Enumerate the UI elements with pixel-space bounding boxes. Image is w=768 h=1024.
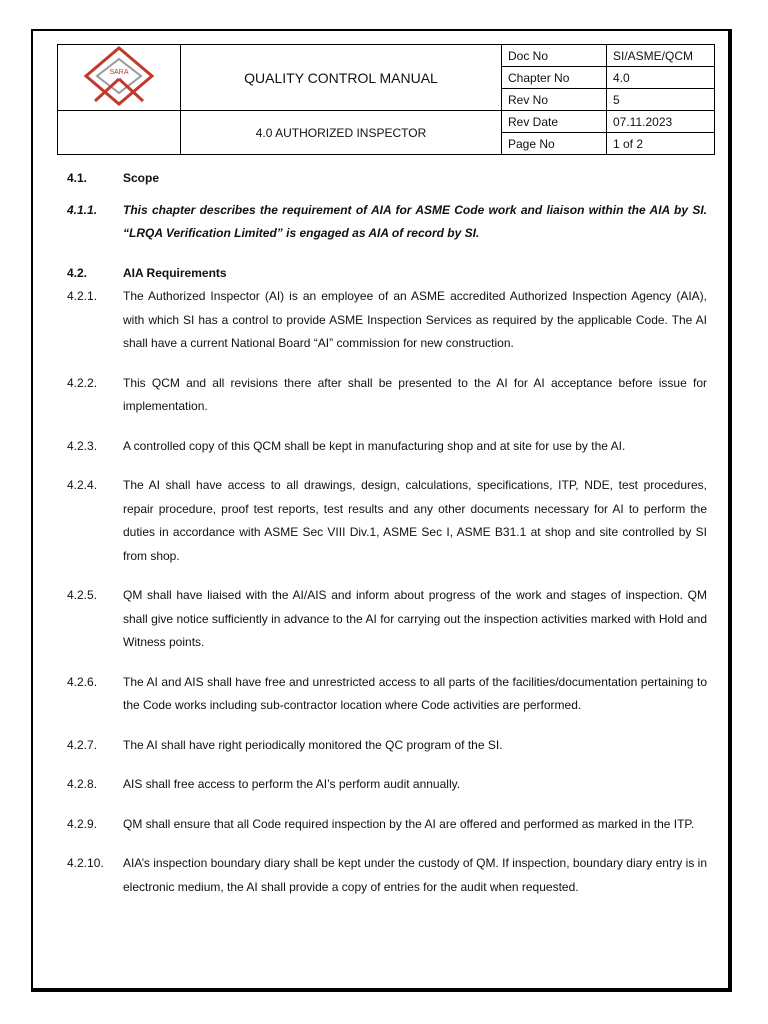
chapter-no-value: 4.0 [607,67,715,89]
chapter-title: 4.0 AUTHORIZED INSPECTOR [255,125,427,140]
clause [67,372,707,419]
page-title: QUALITY CONTROL MANUAL [244,69,438,86]
clause-text: QM shall have liaised with the AI/AIS and inform about progress of the work and stages of inspection. QM shall give notice sufficiently in advance to the AI for carrying out the inspection activities marked with Hold and Witness points. [123,588,707,649]
clause-text: The Authorized Inspector (AI) is an employee of an ASME accredited Authorized Inspection Agency (AIA), with which SI has a control to provide ASME Inspection Services as required by the applicable Code. The AI shall have a current National Board “AI” commission for new construction. [123,289,707,350]
clause-text: AIS shall free access to perform the AI’s perform audit annually. [123,777,461,791]
clause-text: This QCM and all revisions there after shall be presented to the AI for AI acceptance before issue for implementation. [123,375,707,413]
section-number: 4.2. [67,265,88,280]
clause-number: 4.2.1. [67,289,98,303]
clause [67,813,707,837]
logo-cell-lower [58,111,181,155]
clause-text: This chapter describes the requirement of AIA for ASME Code work and liaison within the AIA by SI. “LRQA Verification Limited” is engaged as AIA of record by SI. [123,202,707,240]
company-logo [83,45,155,107]
rev-date-label: Rev Date [502,111,607,133]
section-number: 4.1. [67,171,88,185]
clause [67,474,707,568]
clause-number: 4.2.2. [67,375,98,390]
clause-text: QM shall ensure that all Code required inspection by the AI are offered and performed as marked in the ITP. [123,816,695,831]
clause [67,584,707,655]
clause [67,435,707,459]
doc-no-value: SI/ASME/QCM [607,45,715,67]
section-title: AIA Requirements [123,265,227,280]
clause-number: 4.2.7. [67,737,98,752]
clause-text: A controlled copy of this QCM shall be kept in manufacturing shop and at site for use by the AI. [123,438,626,453]
clause-text: AIA’s inspection boundary diary shall be kept under the custody of QM. If inspection, boundary diary entry is in electronic medium, the AI shall provide a copy of entries for the audit when requested. [123,856,707,894]
clause [67,285,707,356]
clause [67,671,707,718]
title-cell [181,45,502,111]
doc-no-label: Doc No [502,45,607,67]
clause [67,773,707,797]
chapter-no-label: Chapter No [502,67,607,89]
clause-number: 4.2.4. [67,478,98,492]
logo-cell [58,45,181,111]
clause-text: The AI shall have right periodically monitored the QC program of the SI. [123,737,503,752]
clause-text: The AI and AIS shall have free and unrestricted access to all parts of the facilities/documentation pertaining to the Code works including sub-contractor location where Code activities are performed. [123,674,707,712]
section-heading [67,167,707,191]
clause [67,199,707,246]
clause-text: The AI shall have access to all drawings, design, calculations, specifications, ITP, NDE, test procedures, repair procedure, proof test reports, test results and any other documents necessary for AI to perform the duties in accordance with ASME Sec VIII Div.1, ASME Sec I, ASME B31.1 at shop and site controlled by SI from shop. [123,478,707,563]
clause [67,734,707,758]
clause-number: 4.1.1. [67,202,98,217]
section-title: Scope [123,171,160,185]
rev-date-value: 07.11.2023 [607,111,715,133]
clause-number: 4.2.10. [67,856,104,870]
document-body [67,167,707,899]
section-heading [67,262,707,286]
subtitle-cell [181,111,502,155]
rev-no-value: 5 [607,89,715,111]
logo-text: SARA [109,69,129,76]
page-no-value: 1 of 2 [607,133,715,155]
rev-no-label: Rev No [502,89,607,111]
clause-number: 4.2.9. [67,816,98,831]
clause-number: 4.2.5. [67,588,98,602]
clause-number: 4.2.6. [67,674,98,689]
page-no-label: Page No [502,133,607,155]
document-header [57,44,715,155]
clause-number: 4.2.8. [67,777,98,791]
clause [67,852,707,899]
clause-number: 4.2.3. [67,438,98,453]
